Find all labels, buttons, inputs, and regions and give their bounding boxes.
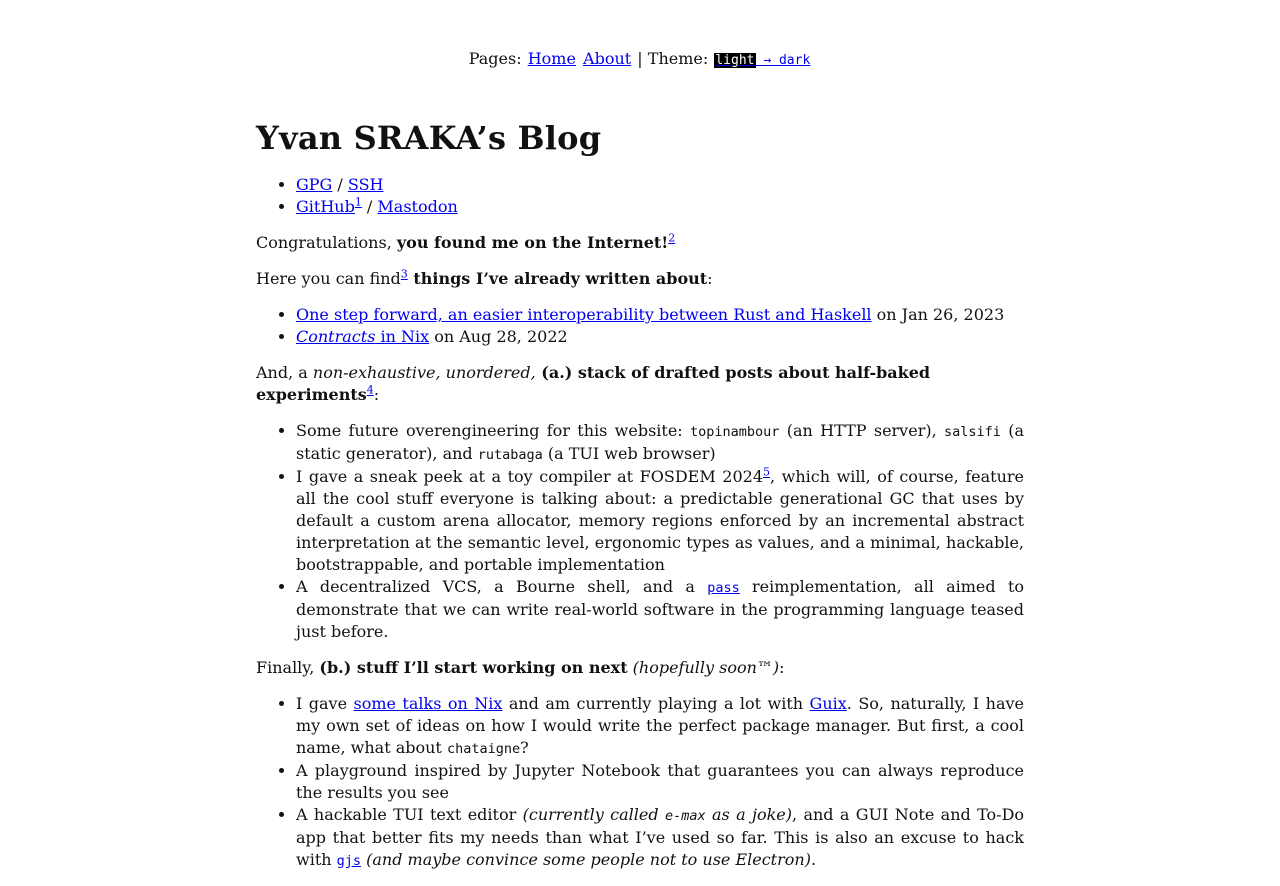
gjs-link[interactable] — [337, 850, 361, 869]
mastodon-link[interactable]: Mastodon — [377, 197, 458, 216]
code-e-max: e-max — [664, 808, 706, 824]
post-title-em: Contracts — [296, 327, 376, 346]
list-item — [296, 804, 1024, 872]
draft-text: A decentralized VCS, a Bourne shell, and a — [296, 577, 708, 596]
theme-current-indicator: light — [715, 53, 755, 68]
github-link[interactable]: GitHub — [296, 197, 355, 216]
theme-switch-label: → dark — [755, 53, 811, 68]
nav-link-about[interactable]: About — [583, 49, 632, 68]
next-suffix: : — [779, 658, 785, 677]
code-salsifi: salsifi — [944, 424, 1001, 440]
list-item — [296, 326, 1024, 348]
profile-links-list — [256, 174, 1024, 218]
footnote-link-3[interactable]: 3 — [400, 267, 408, 281]
post-link-rust-haskell[interactable]: One step forward, an easier interoperability between Rust and Haskell — [296, 305, 872, 324]
drafts-bold: (a.) stack of drafted posts about half-baked experiments — [256, 363, 931, 404]
next-text: . So, naturally, I have my own set of ideas on how I would write the perfect package manager. But first, a cool name, what about — [296, 694, 1024, 757]
draft-text: , which will, of course, feature all the cool stuff everyone is talking about: a predictable generational GC that uses by default a custom arena allocator, memory regions enforced by an incremental abstract interpretation at the semantic level, ergonomic types as values, and a minimal, hackable, bootstrappable, and portable implementation — [296, 467, 1024, 574]
drafts-em: non-exhaustive, unordered, — [312, 363, 536, 382]
nav-link-home[interactable]: Home — [527, 49, 576, 68]
list-item — [296, 196, 1024, 218]
list-item — [296, 304, 1024, 326]
list-item — [296, 420, 1024, 466]
top-navigation — [0, 48, 1280, 72]
ssh-link[interactable]: SSH — [347, 175, 384, 194]
main-content — [256, 116, 1024, 886]
intro-bold: you found me on the Internet! — [396, 233, 669, 252]
code-chataigne: chataigne — [446, 741, 521, 757]
next-list — [256, 693, 1024, 872]
next-text: A hackable TUI text editor — [296, 805, 523, 824]
drafts-prefix: And, a — [256, 363, 313, 382]
theme-toggle-button[interactable] — [714, 53, 810, 68]
next-em — [523, 805, 792, 824]
pass-link[interactable] — [707, 577, 740, 596]
post-date: on Aug 28, 2022 — [429, 327, 568, 346]
written-heading — [256, 268, 1024, 290]
theme-label: Theme: — [647, 49, 709, 68]
next-em-text: (and maybe convince some people not to use Electron) — [361, 850, 811, 869]
drafts-heading — [256, 362, 1024, 406]
posts-list — [256, 304, 1024, 348]
post-date: on Jan 26, 2023 — [871, 305, 1005, 324]
draft-text: (an HTTP server), — [779, 421, 944, 440]
next-text: and am currently playing a lot with — [502, 694, 810, 713]
nav-separator: | — [637, 49, 643, 68]
next-em-text: as a joke) — [705, 805, 792, 824]
next-text: ? — [520, 738, 529, 757]
page-title: Yvan SRAKA’s Blog — [256, 119, 602, 157]
code-topinambour: topinambour — [690, 424, 780, 440]
next-text: I gave — [296, 694, 354, 713]
next-text: , and a GUI Note and To-Do app that better fits my needs than what I’ve used so far. This is also an excuse to hack with — [296, 805, 1025, 869]
list-item — [296, 466, 1024, 576]
list-item — [296, 693, 1024, 760]
footnote-link-1[interactable]: 1 — [354, 195, 362, 209]
footnote-link-2[interactable]: 2 — [668, 231, 676, 245]
code-gjs: gjs — [336, 853, 362, 869]
nix-talks-link[interactable]: some talks on Nix — [353, 694, 503, 713]
gpg-link[interactable]: GPG — [296, 175, 333, 194]
list-item — [296, 760, 1024, 804]
link-separator: / — [366, 197, 373, 216]
footnote-link-4[interactable]: 4 — [366, 383, 374, 397]
post-link-contracts-nix[interactable] — [296, 327, 429, 346]
post-title-rest: in Nix — [375, 327, 430, 346]
written-suffix: : — [707, 269, 713, 288]
draft-text: (a static generator), and — [296, 421, 1025, 463]
next-heading — [256, 657, 1024, 679]
next-em: (hopefully soon™) — [627, 658, 780, 677]
footnote-link-5[interactable]: 5 — [763, 465, 770, 479]
next-text: A playground inspired by Jupyter Notebook that guarantees you can always reproduce the results you see — [296, 761, 1024, 802]
intro-paragraph — [256, 232, 1024, 254]
drafts-list — [256, 420, 1024, 643]
intro-text: Congratulations, — [256, 233, 397, 252]
next-text: . — [810, 850, 817, 869]
pages-label: Pages: — [468, 49, 522, 68]
draft-text: reimplementation, all aimed to demonstrate that we can write real-world software in the programming language teased just before. — [296, 577, 1025, 641]
drafts-suffix: : — [373, 385, 380, 404]
draft-text: I gave a sneak peek at a toy compiler at FOSDEM 2024 — [296, 467, 763, 486]
draft-text: (a TUI web browser) — [542, 444, 716, 463]
link-separator: / — [337, 175, 343, 194]
next-em-text: (currently called — [522, 805, 665, 824]
code-pass: pass — [707, 580, 740, 596]
list-item — [296, 576, 1024, 643]
next-prefix: Finally, — [256, 658, 320, 677]
code-rutabaga: rutabaga — [477, 447, 543, 463]
written-prefix: Here you can find — [256, 269, 401, 288]
guix-link[interactable]: Guix — [809, 694, 847, 713]
draft-text: Some future overengineering for this website: — [296, 421, 691, 440]
list-item — [296, 174, 1024, 196]
written-bold: things I’ve already written about — [407, 269, 708, 288]
next-bold: (b.) stuff I’ll start working on next — [319, 658, 628, 677]
